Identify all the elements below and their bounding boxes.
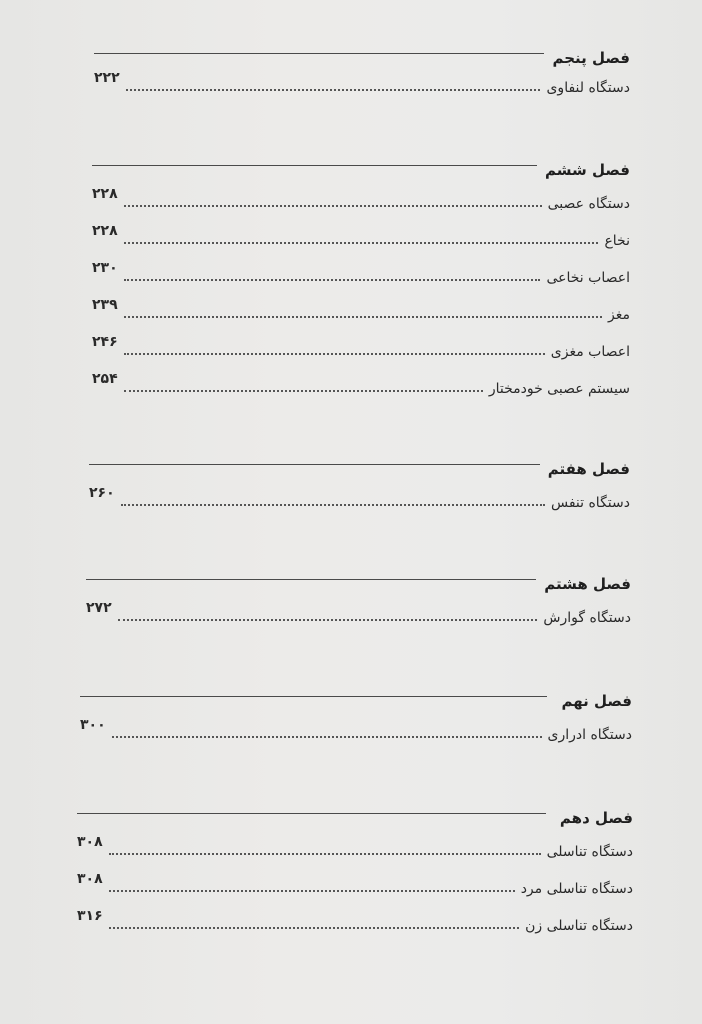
toc-entry-title: دستگاه گوارش [543, 610, 631, 626]
chapter-9 [80, 689, 632, 743]
dot-leader [109, 927, 519, 929]
chapter-title: فصل ششم [545, 161, 630, 179]
toc-entry[interactable] [92, 246, 630, 286]
chapter-title: فصل پنجم [552, 49, 630, 67]
toc-page-number: ۲۳۹ [92, 297, 118, 313]
toc-page-number: ۲۶۰ [89, 485, 115, 501]
dot-leader [124, 390, 483, 392]
dot-leader [126, 89, 541, 91]
chapter-rule [86, 579, 536, 580]
toc-entry-title: نخاع [604, 233, 630, 249]
chapter-title: فصل نهم [561, 692, 632, 710]
dot-leader [118, 619, 538, 621]
chapter-title: فصل هشتم [544, 575, 631, 593]
toc-page-number: ۳۰۰ [80, 717, 106, 733]
toc-entry[interactable] [92, 283, 630, 323]
toc-entry[interactable] [94, 56, 630, 96]
chapter-rule [77, 813, 546, 814]
toc-entry-title: مغز [608, 307, 630, 323]
toc-entry-title: دستگاه تنفس [550, 495, 630, 511]
chapter-rule [89, 464, 540, 465]
toc-page-number: ۳۱۶ [77, 908, 103, 924]
dot-leader [124, 242, 599, 244]
toc-entry-title: دستگاه لنفاوی [546, 80, 630, 96]
chapter-rule [92, 165, 537, 166]
toc-page-number: ۲۳۰ [92, 260, 118, 276]
chapter-rule [94, 53, 544, 54]
chapter-5 [94, 46, 630, 96]
toc-entry-title: اعصاب مغزی [550, 344, 630, 360]
toc-page-number: ۳۰۸ [77, 871, 103, 887]
toc-entry[interactable] [92, 357, 630, 397]
chapter-6 [92, 158, 630, 397]
toc-entry[interactable] [80, 703, 632, 743]
toc-page-number: ۲۷۲ [86, 600, 112, 616]
chapter-8 [86, 572, 631, 626]
dot-leader [109, 890, 515, 892]
dot-leader [109, 853, 541, 855]
toc-entry[interactable] [92, 209, 630, 249]
toc-entry-title: دستگاه تناسلی مرد [520, 881, 633, 897]
toc-page-number: ۲۲۸ [92, 186, 118, 202]
dot-leader [112, 736, 542, 738]
toc-entry[interactable] [92, 320, 630, 360]
dot-leader [124, 279, 541, 281]
dot-leader [121, 504, 545, 506]
dot-leader [124, 316, 602, 318]
toc-page-number: ۲۵۴ [92, 371, 118, 387]
chapter-title: فصل هفتم [547, 460, 630, 478]
chapter-title: فصل دهم [559, 809, 633, 827]
toc-entry-title: دستگاه تناسلی زن [525, 918, 633, 934]
toc-page-number: ۲۲۲ [94, 70, 120, 86]
toc-entry-title: دستگاه تناسلی [546, 844, 633, 860]
dot-leader [124, 353, 545, 355]
toc-page-number: ۲۴۶ [92, 334, 118, 350]
toc-entry-title: اعصاب نخاعی [546, 270, 630, 286]
toc-entry-title: سیستم عصبی خودمختار [488, 381, 630, 397]
toc-page-number: ۳۰۸ [77, 834, 103, 850]
toc-entry[interactable] [77, 820, 633, 860]
chapter-rule [80, 696, 547, 697]
toc-entry[interactable] [77, 894, 633, 934]
toc-entry[interactable] [77, 857, 633, 897]
chapter-7 [89, 457, 630, 511]
toc-page-number: ۲۲۸ [92, 223, 118, 239]
toc-entry-title: دستگاه عصبی [547, 196, 630, 212]
dot-leader [124, 205, 542, 207]
toc-entry-title: دستگاه ادراری [547, 727, 632, 743]
chapter-10 [77, 806, 633, 934]
